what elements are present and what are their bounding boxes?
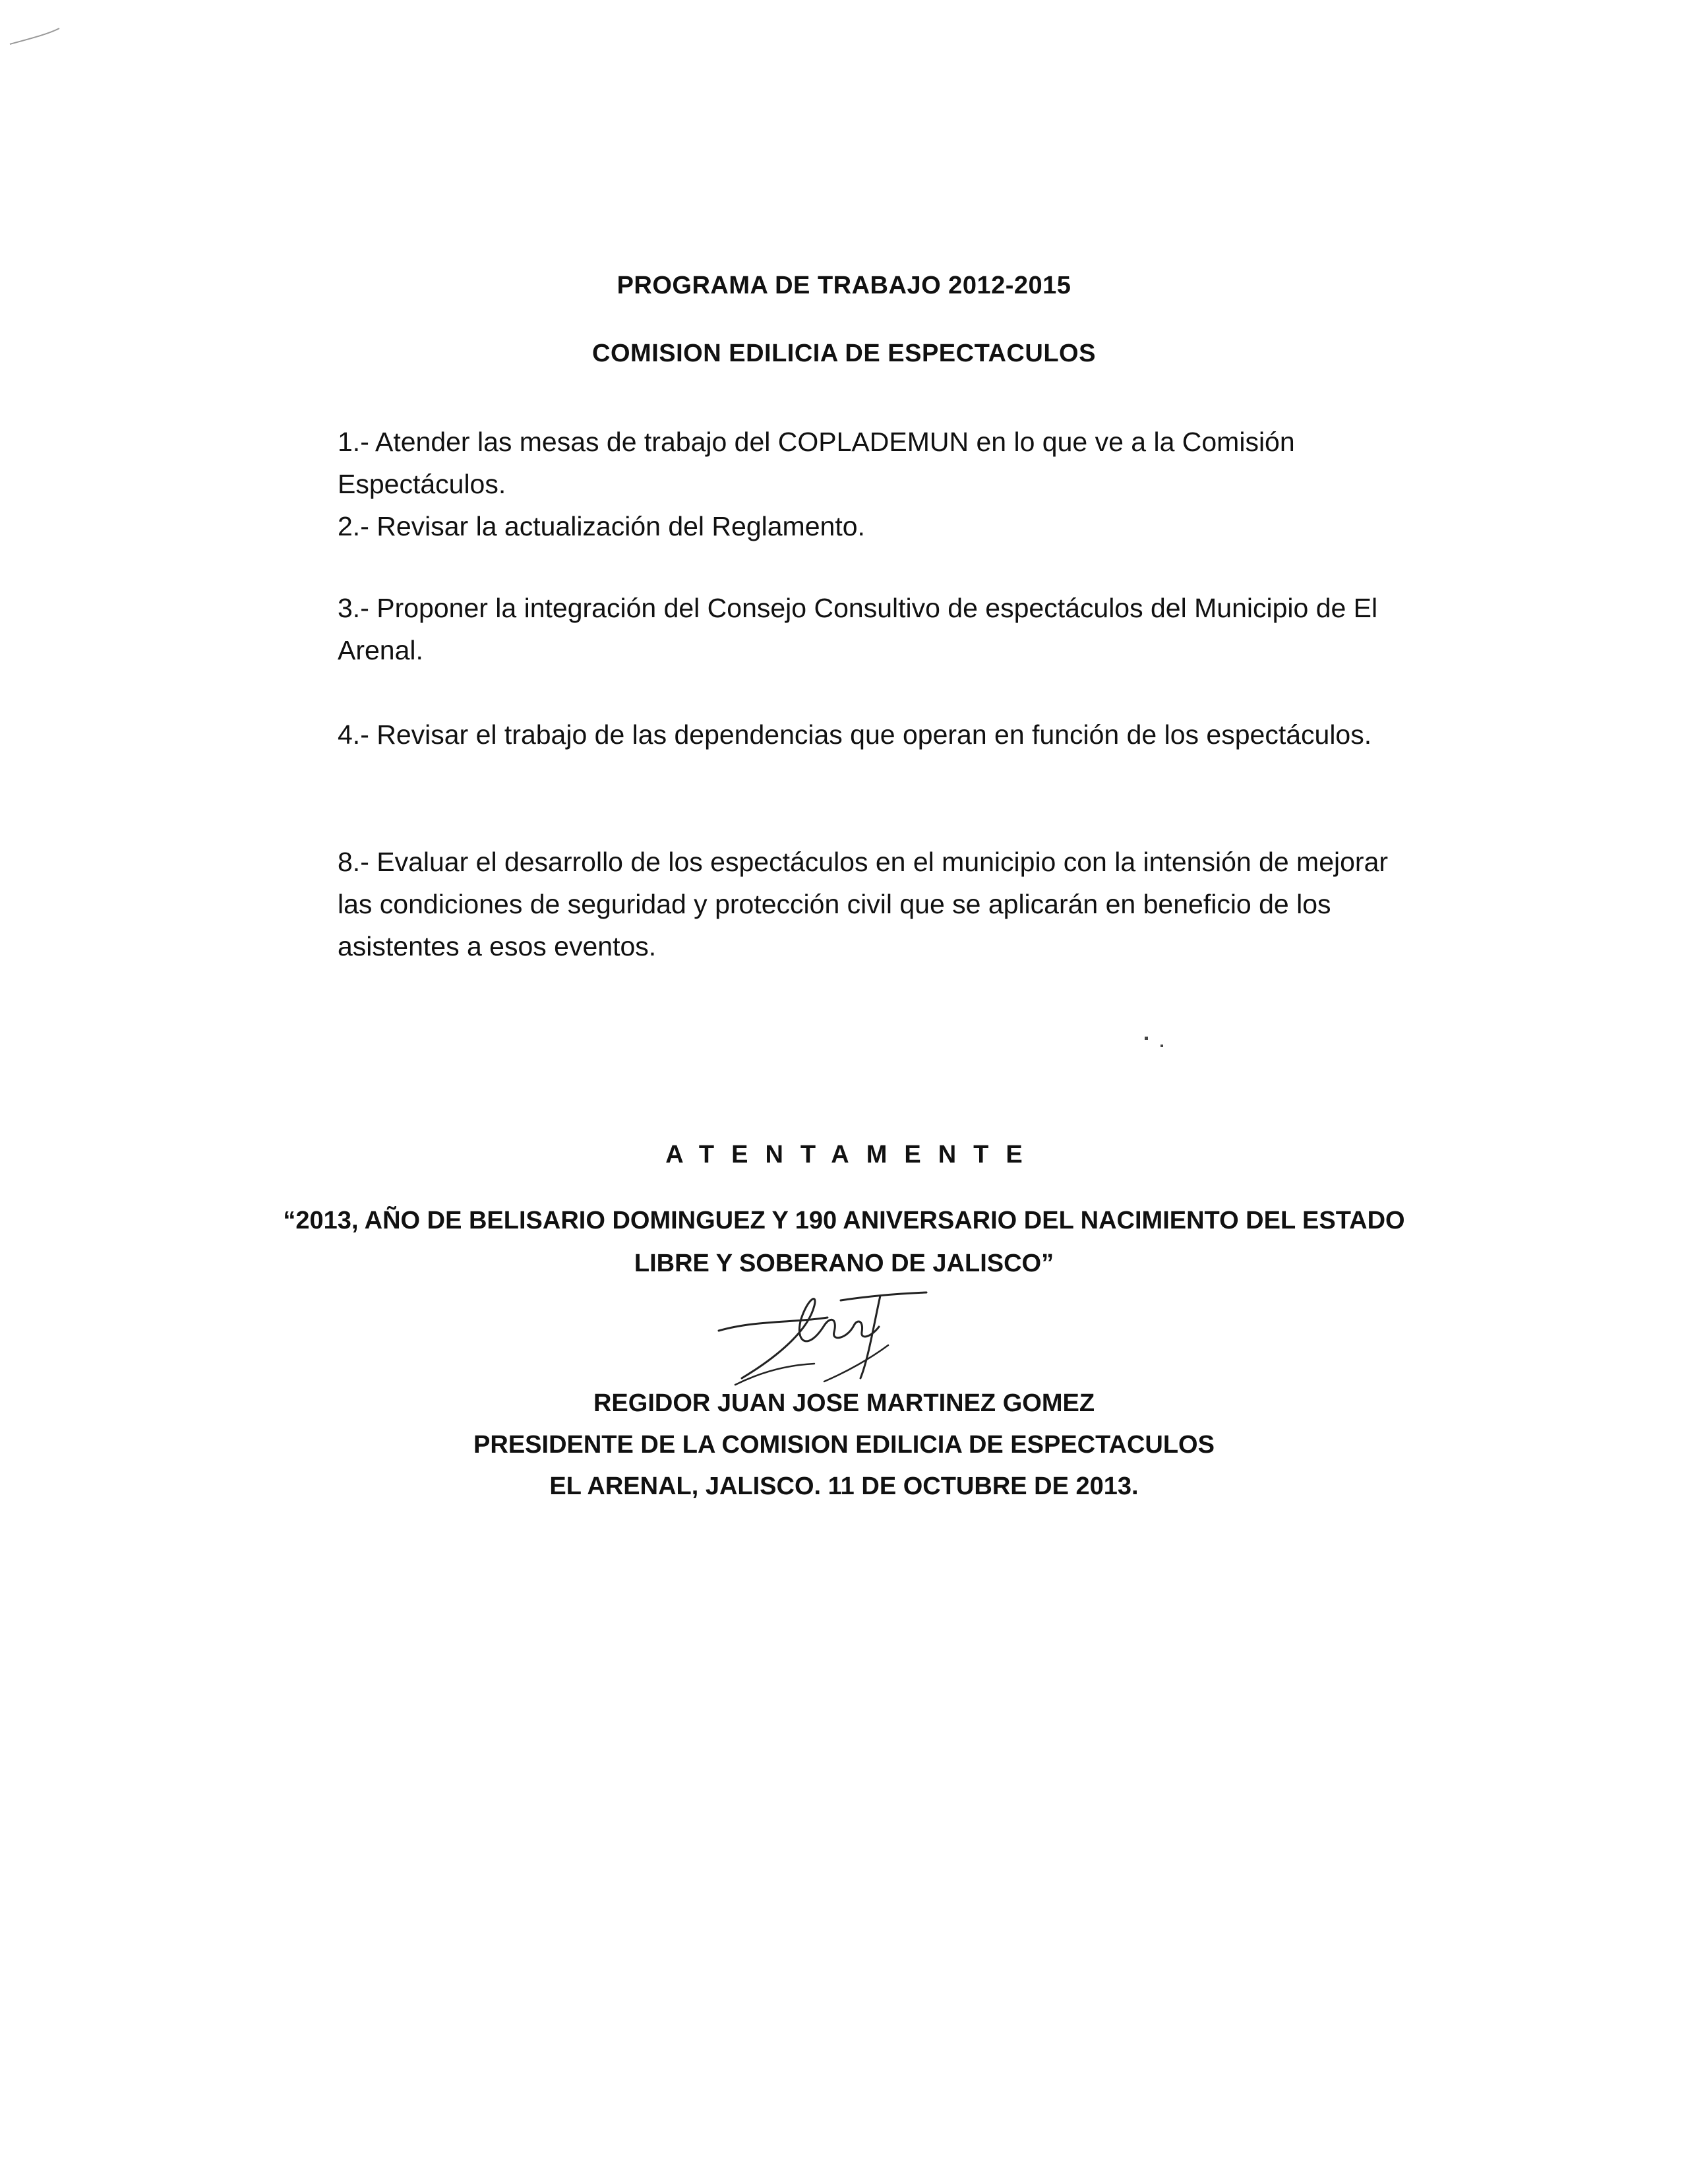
list-item: 3.- Proponer la integración del Consejo Consultivo de espectáculos del Municipio de El Arenal. bbox=[338, 593, 1378, 665]
list-item: 2.- Revisar la actualización del Reglamento. bbox=[338, 511, 865, 541]
motto-line-2: LIBRE Y SOBERANO DE JALISCO” bbox=[634, 1250, 1054, 1277]
closing-salutation: ATENTAMENTE bbox=[665, 1141, 1040, 1168]
motto-line-1: “2013, AÑO DE BELISARIO DOMINGUEZ Y 190 ANIVERSARIO DEL NACIMIENTO DEL ESTADO bbox=[283, 1207, 1405, 1234]
scan-mark bbox=[7, 23, 66, 49]
list-item: 4.- Revisar el trabajo de las dependencias que operan en función de los espectáculos. bbox=[338, 719, 1372, 750]
signatory-name: REGIDOR JUAN JOSE MARTINEZ GOMEZ bbox=[593, 1389, 1095, 1417]
document-title: PROGRAMA DE TRABAJO 2012-2015 bbox=[617, 272, 1071, 299]
place-and-date: EL ARENAL, JALISCO. 11 DE OCTUBRE DE 2013. bbox=[549, 1472, 1139, 1500]
document-subtitle: COMISION EDILICIA DE ESPECTACULOS bbox=[592, 340, 1096, 367]
handwritten-signature-icon bbox=[715, 1279, 933, 1398]
list-item: 1.- Atender las mesas de trabajo del COPLADEMUN en lo que ve a la Comisión Espectáculos. bbox=[338, 427, 1295, 499]
list-item: 8.- Evaluar el desarrollo de los espectáculos en el municipio con la intensión de mejorar las condiciones de seguridad y protección civil que se aplicarán en beneficio de los asistentes a esos eventos. bbox=[338, 847, 1389, 961]
scan-speck bbox=[1145, 1037, 1148, 1040]
scan-speck bbox=[1160, 1045, 1163, 1047]
signatory-position: PRESIDENTE DE LA COMISION EDILICIA DE ESPECTACULOS bbox=[473, 1431, 1215, 1459]
